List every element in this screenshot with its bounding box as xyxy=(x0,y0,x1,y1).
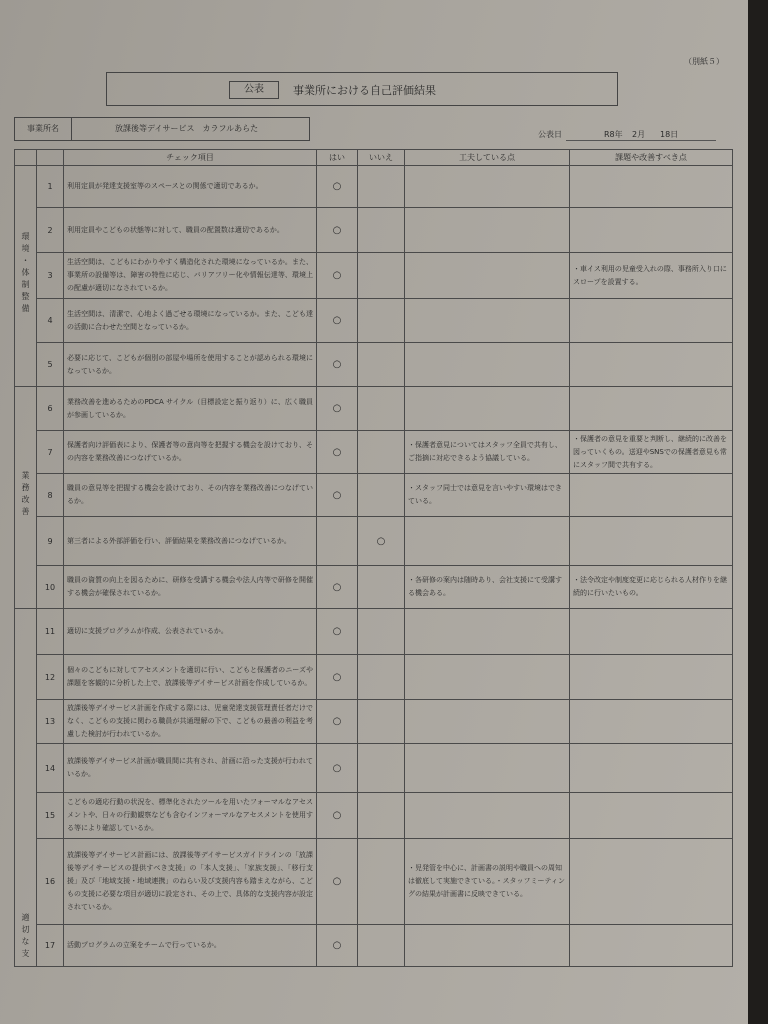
category-environment xyxy=(15,166,37,387)
effort-cell xyxy=(405,166,570,208)
no-mark xyxy=(358,343,405,387)
yes-mark: ○ xyxy=(317,566,358,609)
publish-date-underline xyxy=(566,140,716,141)
row-number: 5 xyxy=(37,343,64,387)
issue-cell xyxy=(570,208,733,253)
row-number: 13 xyxy=(37,700,64,744)
publish-month: 2月 xyxy=(632,130,646,139)
category-label: 適切な支 xyxy=(21,913,30,961)
issue-cell xyxy=(570,925,733,967)
issue-cell xyxy=(570,166,733,208)
issue-cell xyxy=(570,299,733,343)
no-mark xyxy=(358,744,405,793)
check-item: 放課後等デイサービス計画を作成する際には、児童発達支援管理責任者だけでなく、こどもの支援に関わる職員が共通理解の下で、こどもの最善の利益を考慮した検討が行われているか。 xyxy=(64,700,317,744)
check-item: 第三者による外部評価を行い、評価結果を業務改善につなげているか。 xyxy=(64,517,317,566)
row-number: 14 xyxy=(37,744,64,793)
no-mark xyxy=(358,793,405,839)
attachment-note: （別紙５） xyxy=(684,57,724,66)
yes-mark: ○ xyxy=(317,474,358,517)
publish-date-label: 公表日 xyxy=(538,130,562,139)
row-number: 17 xyxy=(37,925,64,967)
row-number: 4 xyxy=(37,299,64,343)
effort-cell: ・各研修の案内は随時あり、会社支援にて受講する機会ある。 xyxy=(405,566,570,609)
publish-year: R8年 xyxy=(604,130,623,139)
no-mark xyxy=(358,431,405,474)
table-header-row xyxy=(15,150,733,166)
yes-mark: ○ xyxy=(317,299,358,343)
row-number: 10 xyxy=(37,566,64,609)
table-row xyxy=(15,343,733,387)
no-mark xyxy=(358,166,405,208)
effort-cell xyxy=(405,387,570,431)
check-item: 生活空間は、こどもにわかりやすく構造化された環境になっているか。また、事業所の設備等は、障害の特性に応じ、バリアフリー化や情報伝達等、環境上の配慮が適切になされているか。 xyxy=(64,253,317,299)
issue-cell: ・法令改定や制度変更に応じられる人材作りを継続的に行いたいもの。 xyxy=(570,566,733,609)
yes-mark: ○ xyxy=(317,793,358,839)
effort-cell xyxy=(405,744,570,793)
yes-mark: ○ xyxy=(317,343,358,387)
office-label: 事業所名 xyxy=(15,118,72,140)
effort-cell xyxy=(405,517,570,566)
public-label: 公表 xyxy=(229,81,279,99)
issue-cell xyxy=(570,387,733,431)
row-number: 15 xyxy=(37,793,64,839)
no-mark xyxy=(358,925,405,967)
issue-cell xyxy=(570,655,733,700)
no-mark xyxy=(358,609,405,655)
no-mark xyxy=(358,700,405,744)
row-number: 16 xyxy=(37,839,64,925)
table-row xyxy=(15,299,733,343)
no-mark xyxy=(358,253,405,299)
check-item: 適切に支援プログラムが作成、公表されているか。 xyxy=(64,609,317,655)
issue-cell: ・車イス利用の児童受入れの際、事務所入り口にスロープを設置する。 xyxy=(570,253,733,299)
header-effort: 工夫している点 xyxy=(405,150,570,166)
office-name: 放課後等デイサービス カラフルあらた xyxy=(115,124,259,133)
effort-cell xyxy=(405,793,570,839)
issue-cell xyxy=(570,744,733,793)
evaluation-table xyxy=(14,149,733,967)
effort-cell: ・保護者意見についてはスタッフ全員で共有し、ご指摘に対応できるよう協議している。 xyxy=(405,431,570,474)
title-box xyxy=(106,72,618,106)
issue-cell xyxy=(570,609,733,655)
effort-cell xyxy=(405,343,570,387)
yes-mark: ○ xyxy=(317,387,358,431)
effort-cell xyxy=(405,208,570,253)
no-mark xyxy=(358,839,405,925)
row-number: 2 xyxy=(37,208,64,253)
issue-cell xyxy=(570,839,733,925)
background-edge xyxy=(748,0,768,1024)
effort-cell xyxy=(405,609,570,655)
check-item: 業務改善を進めるためのPDCA サイクル（目標設定と振り返り）に、広く職員が参画しているか。 xyxy=(64,387,317,431)
row-number: 1 xyxy=(37,166,64,208)
table-row xyxy=(15,166,733,208)
yes-mark: ○ xyxy=(317,700,358,744)
row-number: 11 xyxy=(37,609,64,655)
table-row xyxy=(15,744,733,793)
no-mark xyxy=(358,299,405,343)
issue-cell xyxy=(570,474,733,517)
header-no: いいえ xyxy=(358,150,405,166)
yes-mark: ○ xyxy=(317,655,358,700)
yes-mark: ○ xyxy=(317,609,358,655)
table-row xyxy=(15,793,733,839)
yes-mark: ○ xyxy=(317,208,358,253)
effort-cell xyxy=(405,925,570,967)
yes-mark: ○ xyxy=(317,744,358,793)
yes-mark: ○ xyxy=(317,925,358,967)
issue-cell xyxy=(570,700,733,744)
effort-cell: ・児発管を中心に、計画書の説明や職員への周知は徹底して実施できている。・スタッフミーティングの結果が計画書に反映できている。 xyxy=(405,839,570,925)
no-mark xyxy=(358,208,405,253)
issue-cell xyxy=(570,517,733,566)
page-title: 事業所における自己評価結果 xyxy=(293,84,436,97)
row-number: 6 xyxy=(37,387,64,431)
row-number: 3 xyxy=(37,253,64,299)
table-row xyxy=(15,609,733,655)
check-item: 個々のこどもに対してアセスメントを適切に行い、こどもと保護者のニーズや課題を客観的に分析した上で、放課後等デイサービス計画を作成しているか。 xyxy=(64,655,317,700)
check-item: 放課後等デイサービス計画が職員間に共有され、計画に沿った支援が行われているか。 xyxy=(64,744,317,793)
header-number xyxy=(37,150,64,166)
no-mark xyxy=(358,566,405,609)
publish-day: 18日 xyxy=(660,130,679,139)
issue-cell xyxy=(570,793,733,839)
effort-cell: ・スタッフ同士では意見を言いやすい環境はできている。 xyxy=(405,474,570,517)
table-row xyxy=(15,387,733,431)
header-category xyxy=(15,150,37,166)
header-check-item: チェック項目 xyxy=(64,150,317,166)
no-mark xyxy=(358,655,405,700)
table-row xyxy=(15,517,733,566)
table-row xyxy=(15,655,733,700)
table-row xyxy=(15,474,733,517)
category-label: 環境・体制整備 xyxy=(21,231,30,316)
check-item: 活動プログラムの立案をチームで行っているか。 xyxy=(64,925,317,967)
issue-cell xyxy=(570,343,733,387)
check-item: 保護者向け評価表により、保護者等の意向等を把握する機会を設けており、その内容を業務改善につなげているか。 xyxy=(64,431,317,474)
check-item: 放課後等デイサービス計画には、放課後等デイサービスガイドラインの「放課後等デイサービスの提供すべき支援」の「本人支援」、「家族支援」、「移行支援」及び「地域支援・地域連携」のねらい及び支援内容も踏まえながら、こどもの支援に必要な項目が適切に設定され、その上で、具体的な支援内容が設定されているか。 xyxy=(64,839,317,925)
category-business-improvement xyxy=(15,387,37,609)
table-row xyxy=(15,566,733,609)
check-item: 利用定員やこどもの状態等に対して、職員の配置数は適切であるか。 xyxy=(64,208,317,253)
check-item: こどもの適応行動の状況を、標準化されたツールを用いたフォーマルなアセスメントや、日々の行動観察なども含むインフォーマルなアセスメントを使用する等により確認しているか。 xyxy=(64,793,317,839)
row-number: 9 xyxy=(37,517,64,566)
effort-cell xyxy=(405,253,570,299)
no-mark xyxy=(358,387,405,431)
yes-mark: ○ xyxy=(317,839,358,925)
row-number: 7 xyxy=(37,431,64,474)
check-item: 生活空間は、清潔で、心地よく過ごせる環境になっているか。また、こども達の活動に合わせた空間となっているか。 xyxy=(64,299,317,343)
yes-mark: ○ xyxy=(317,431,358,474)
header-issue: 課題や改善すべき点 xyxy=(570,150,733,166)
table-row xyxy=(15,925,733,967)
office-box xyxy=(14,117,310,141)
no-mark: ○ xyxy=(358,517,405,566)
check-item: 利用定員が発達支援室等のスペースとの関係で適切であるか。 xyxy=(64,166,317,208)
table-row xyxy=(15,700,733,744)
no-mark xyxy=(358,474,405,517)
yes-mark xyxy=(317,517,358,566)
header-yes: はい xyxy=(317,150,358,166)
issue-cell: ・保護者の意見を重要と判断し、継続的に改善を図っていくもの。送迎やSNSでの保護者意見も常にスタッフ間で共有する。 xyxy=(570,431,733,474)
table-row xyxy=(15,253,733,299)
row-number: 12 xyxy=(37,655,64,700)
category-appropriate-support xyxy=(15,609,37,967)
check-item: 職員の資質の向上を図るために、研修を受講する機会や法人内等で研修を開催する機会が確保されているか。 xyxy=(64,566,317,609)
row-number: 8 xyxy=(37,474,64,517)
check-item: 必要に応じて、こどもが個別の部屋や場所を使用することが認められる環境になっているか。 xyxy=(64,343,317,387)
yes-mark: ○ xyxy=(317,253,358,299)
table-row xyxy=(15,839,733,925)
effort-cell xyxy=(405,700,570,744)
effort-cell xyxy=(405,299,570,343)
table-row xyxy=(15,431,733,474)
category-label: 業務改善 xyxy=(21,471,30,519)
table-row xyxy=(15,208,733,253)
effort-cell xyxy=(405,655,570,700)
check-item: 職員の意見等を把握する機会を設けており、その内容を業務改善につなげているか。 xyxy=(64,474,317,517)
yes-mark: ○ xyxy=(317,166,358,208)
